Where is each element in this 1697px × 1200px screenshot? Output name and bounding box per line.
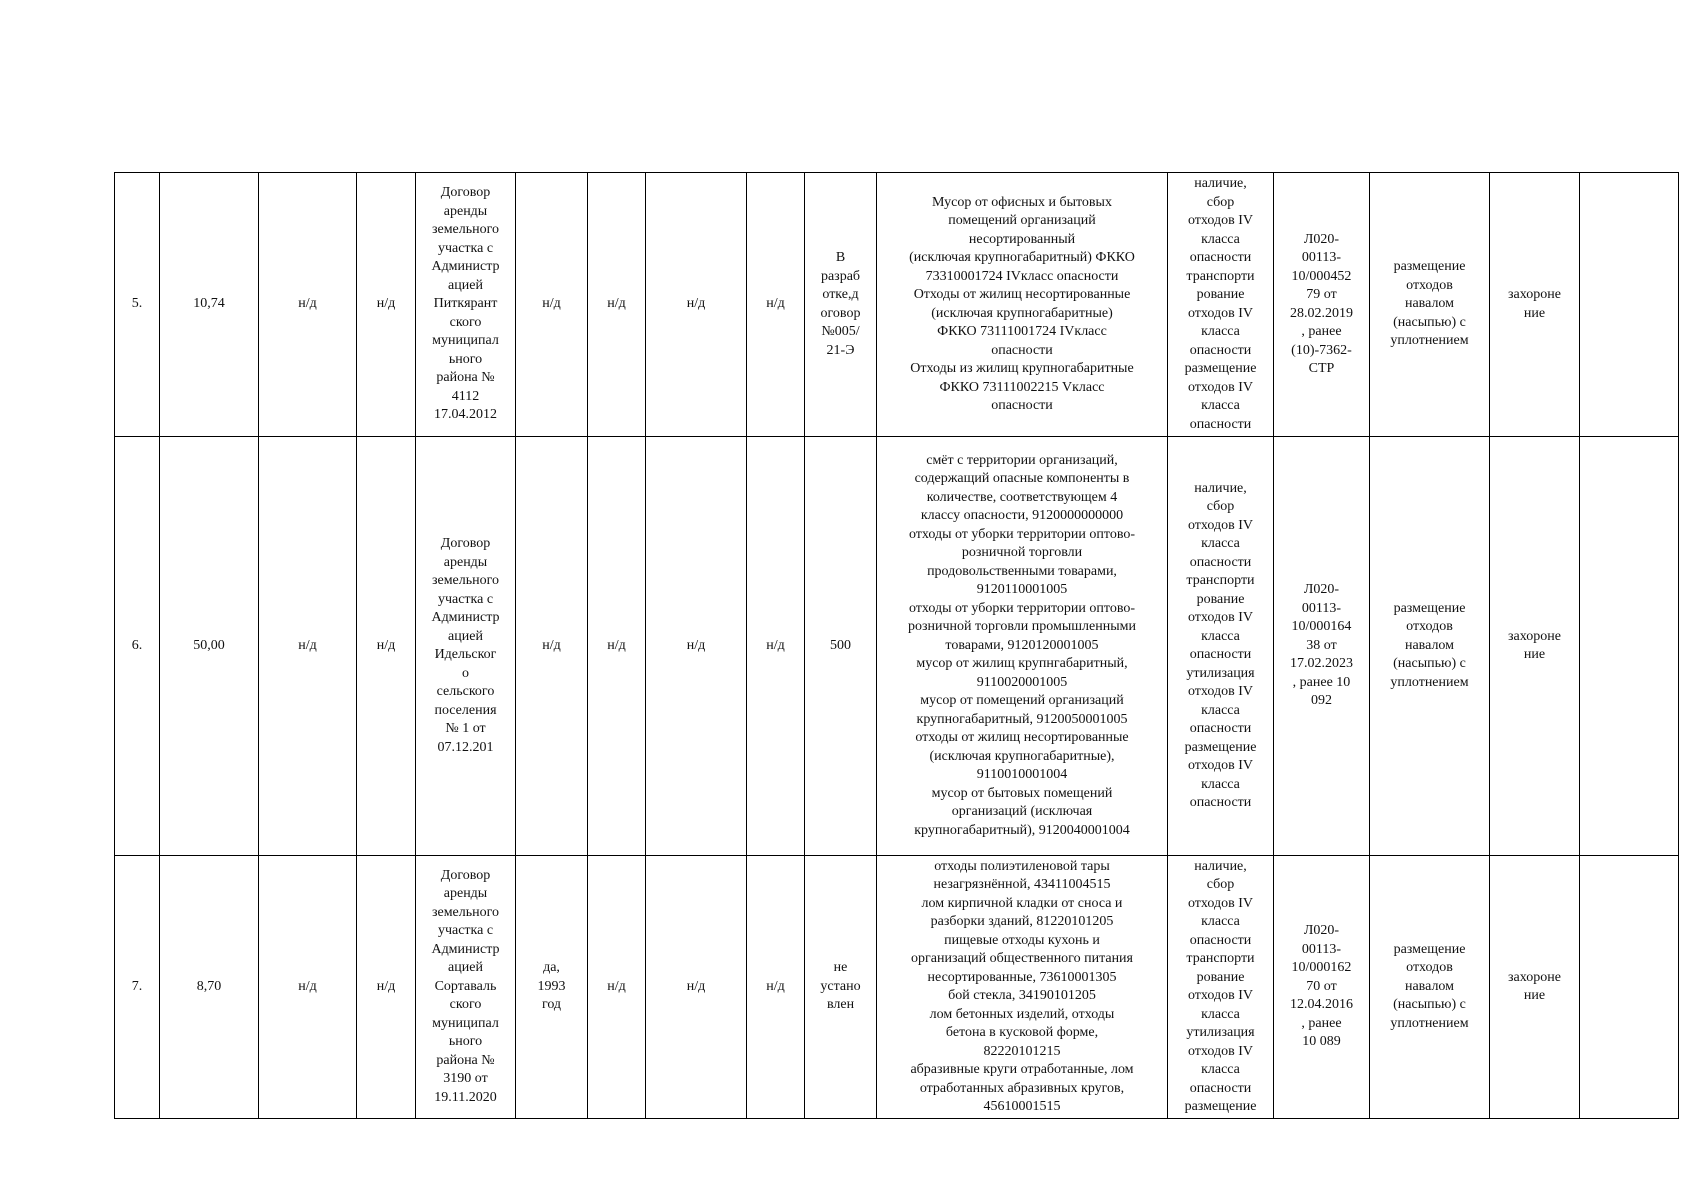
table-row — [115, 856, 1679, 1119]
data-cell: н/д — [357, 173, 416, 437]
area-cell: 8,70 — [160, 856, 259, 1119]
empty-cell — [1580, 856, 1679, 1119]
land-basis-cell: Договор аренды земельного участка с Администр ацией Идельског о сельского поселения № 1 от 07.12.201 — [416, 437, 516, 856]
land-basis-cell: Договор аренды земельного участка с Администр ацией Сортаваль ского муниципал ьного района № 3190 от 19.11.2020 — [416, 856, 516, 1119]
capacity-cell: не устано влен — [805, 856, 877, 1119]
placement-method-cell: размещение отходов навалом (насыпью) с уплотнением — [1370, 173, 1490, 437]
row-number-cell: 7. — [115, 856, 160, 1119]
data-cell: н/д — [259, 173, 357, 437]
data-cell: н/д — [259, 856, 357, 1119]
purpose-cell: захороне ние — [1490, 437, 1580, 856]
land-basis-cell: Договор аренды земельного участка с Администр ацией Питкярант ского муниципал ьного района № 4112 17.04.2012 — [416, 173, 516, 437]
operations-cell: наличие, сбор отходов IV класса опасности транспорти рование отходов IV класса опасности размещение отходов IV класса опасности — [1168, 173, 1274, 437]
area-cell: 50,00 — [160, 437, 259, 856]
data-cell: н/д — [259, 437, 357, 856]
table-row — [115, 437, 1679, 856]
data-cell: н/д — [747, 856, 805, 1119]
placement-method-cell: размещение отходов навалом (насыпью) с уплотнением — [1370, 856, 1490, 1119]
operations-cell: наличие, сбор отходов IV класса опасности транспорти рование отходов IV класса опасности утилизация отходов IV класса опасности размещение отходов IV класса опасности — [1168, 437, 1274, 856]
data-cell: н/д — [516, 173, 588, 437]
data-cell: н/д — [646, 856, 747, 1119]
data-cell: н/д — [646, 173, 747, 437]
waste-types-cell: Мусор от офисных и бытовых помещений организаций несортированный (исключая крупногабаритный) ФККО 73310001724 IVкласс опасности Отходы от жилищ несортированные (исключая крупногабаритные) ФККО 73111001724 IVкласс опасности Отходы из жилищ крупногабаритные ФККО 73111002215 Vкласс опасности — [877, 173, 1168, 437]
capacity-cell: 500 — [805, 437, 877, 856]
row-number-cell: 5. — [115, 173, 160, 437]
empty-cell — [1580, 173, 1679, 437]
operations-cell: наличие, сбор отходов IV класса опасности транспорти рование отходов IV класса утилизация отходов IV класса опасности размещение — [1168, 856, 1274, 1119]
license-cell: Л020- 00113- 10/000162 70 от 12.04.2016 , ранее 10 089 — [1274, 856, 1370, 1119]
waste-types-cell: смёт с территории организаций, содержащий опасные компоненты в количестве, соответствующем 4 классу опасности, 9120000000000 отходы от уборки территории оптово- розничной торговли продовольственными товарами, 9120110001005 отходы от уборки территории оптово- розничной торговли промышленными товарами, 9120120001005 мусор от жилищ крупнгабаритный, 9110020001005 мусор от помещений организаций крупногабаритный, 9120050001005 отходы от жилищ несортированные (исключая крупногабаритные), 9110010001004 мусор от бытовых помещений организаций (исключая крупногабаритный), 9120040001004 — [877, 437, 1168, 856]
data-cell: н/д — [588, 856, 646, 1119]
data-cell: н/д — [357, 437, 416, 856]
data-cell: н/д — [747, 437, 805, 856]
license-cell: Л020- 00113- 10/000452 79 от 28.02.2019 , ранее (10)-7362- СТР — [1274, 173, 1370, 437]
license-cell: Л020- 00113- 10/000164 38 от 17.02.2023 , ранее 10 092 — [1274, 437, 1370, 856]
data-cell: н/д — [588, 173, 646, 437]
table-row — [115, 173, 1679, 437]
area-cell: 10,74 — [160, 173, 259, 437]
purpose-cell: захороне ние — [1490, 173, 1580, 437]
data-cell: да, 1993 год — [516, 856, 588, 1119]
capacity-cell: В разраб отке,д оговор №005/ 21-Э — [805, 173, 877, 437]
row-number-cell: 6. — [115, 437, 160, 856]
empty-cell — [1580, 437, 1679, 856]
data-cell: н/д — [747, 173, 805, 437]
waste-sites-table — [114, 172, 1679, 1119]
data-cell: н/д — [516, 437, 588, 856]
data-cell: н/д — [646, 437, 747, 856]
waste-types-cell: отходы полиэтиленовой тары незагрязнённой, 43411004515 лом кирпичной кладки от сноса и разборки зданий, 81220101205 пищевые отходы кухонь и организаций общественного питания несортированные, 73610001305 бой стекла, 34190101205 лом бетонных изделий, отходы бетона в кусковой форме, 82220101215 абразивные круги отработанные, лом отработанных абразивных кругов, 45610001515 — [877, 856, 1168, 1119]
purpose-cell: захороне ние — [1490, 856, 1580, 1119]
placement-method-cell: размещение отходов навалом (насыпью) с уплотнением — [1370, 437, 1490, 856]
data-cell: н/д — [588, 437, 646, 856]
data-cell: н/д — [357, 856, 416, 1119]
